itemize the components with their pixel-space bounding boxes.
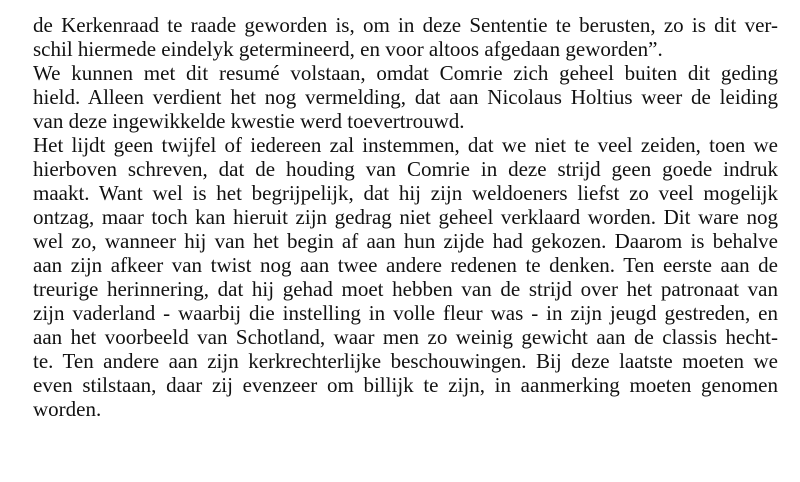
text-line: zijn vaderland - waarbij die instelling in volle fleur was - in zijn jeugd gestreden, en <box>33 301 778 325</box>
text-line: worden. <box>33 397 102 421</box>
text-line: Het lijdt geen twijfel of iedereen zal instemmen, dat we niet te veel zeiden, toen we <box>33 133 778 157</box>
text-line: maakt. Want wel is het begrijpelijk, dat hij zijn weldoeners liefst zo veel mogelijk <box>33 181 778 205</box>
text-line: te. Ten andere aan zijn kerkrechterlijke beschouwingen. Bij deze laatste moeten we <box>33 349 778 373</box>
text-line: treurige herinnering, dat hij gehad moet hebben van de strijd over het patronaat van <box>33 277 778 301</box>
text-line: hield. Alleen verdient het nog vermelding, dat aan Nicolaus Holtius weer de leiding <box>33 85 778 109</box>
text-line: de Kerkenraad te raade geworden is, om in deze Sententie te berusten, zo is dit ver- <box>33 13 778 37</box>
text-line: We kunnen met dit resumé volstaan, omdat Comrie zich geheel buiten dit geding <box>33 61 778 85</box>
text-line: schil hiermede eindelyk getermineerd, en voor altoos afgedaan geworden”. <box>33 37 663 61</box>
text-line: van deze ingewikkelde kwestie werd toevertrouwd. <box>33 109 465 133</box>
text-line: ontzag, maar toch kan hieruit zijn gedrag niet geheel verklaard worden. Dit ware nog <box>33 205 778 229</box>
text-line: aan het voorbeeld van Schotland, waar men zo weinig gewicht aan de classis hecht- <box>33 325 778 349</box>
text-line: wel zo, wanneer hij van het begin af aan hun zijde had gekozen. Daarom is behalve <box>33 229 778 253</box>
text-line: hierboven schreven, dat de houding van Comrie in deze strijd geen goede indruk <box>33 157 778 181</box>
text-line: even stilstaan, daar zij evenzeer om billijk te zijn, in aanmerking moeten genomen <box>33 373 778 397</box>
text-line: aan zijn afkeer van twist nog aan twee andere redenen te denken. Ten eerste aan de <box>33 253 778 277</box>
